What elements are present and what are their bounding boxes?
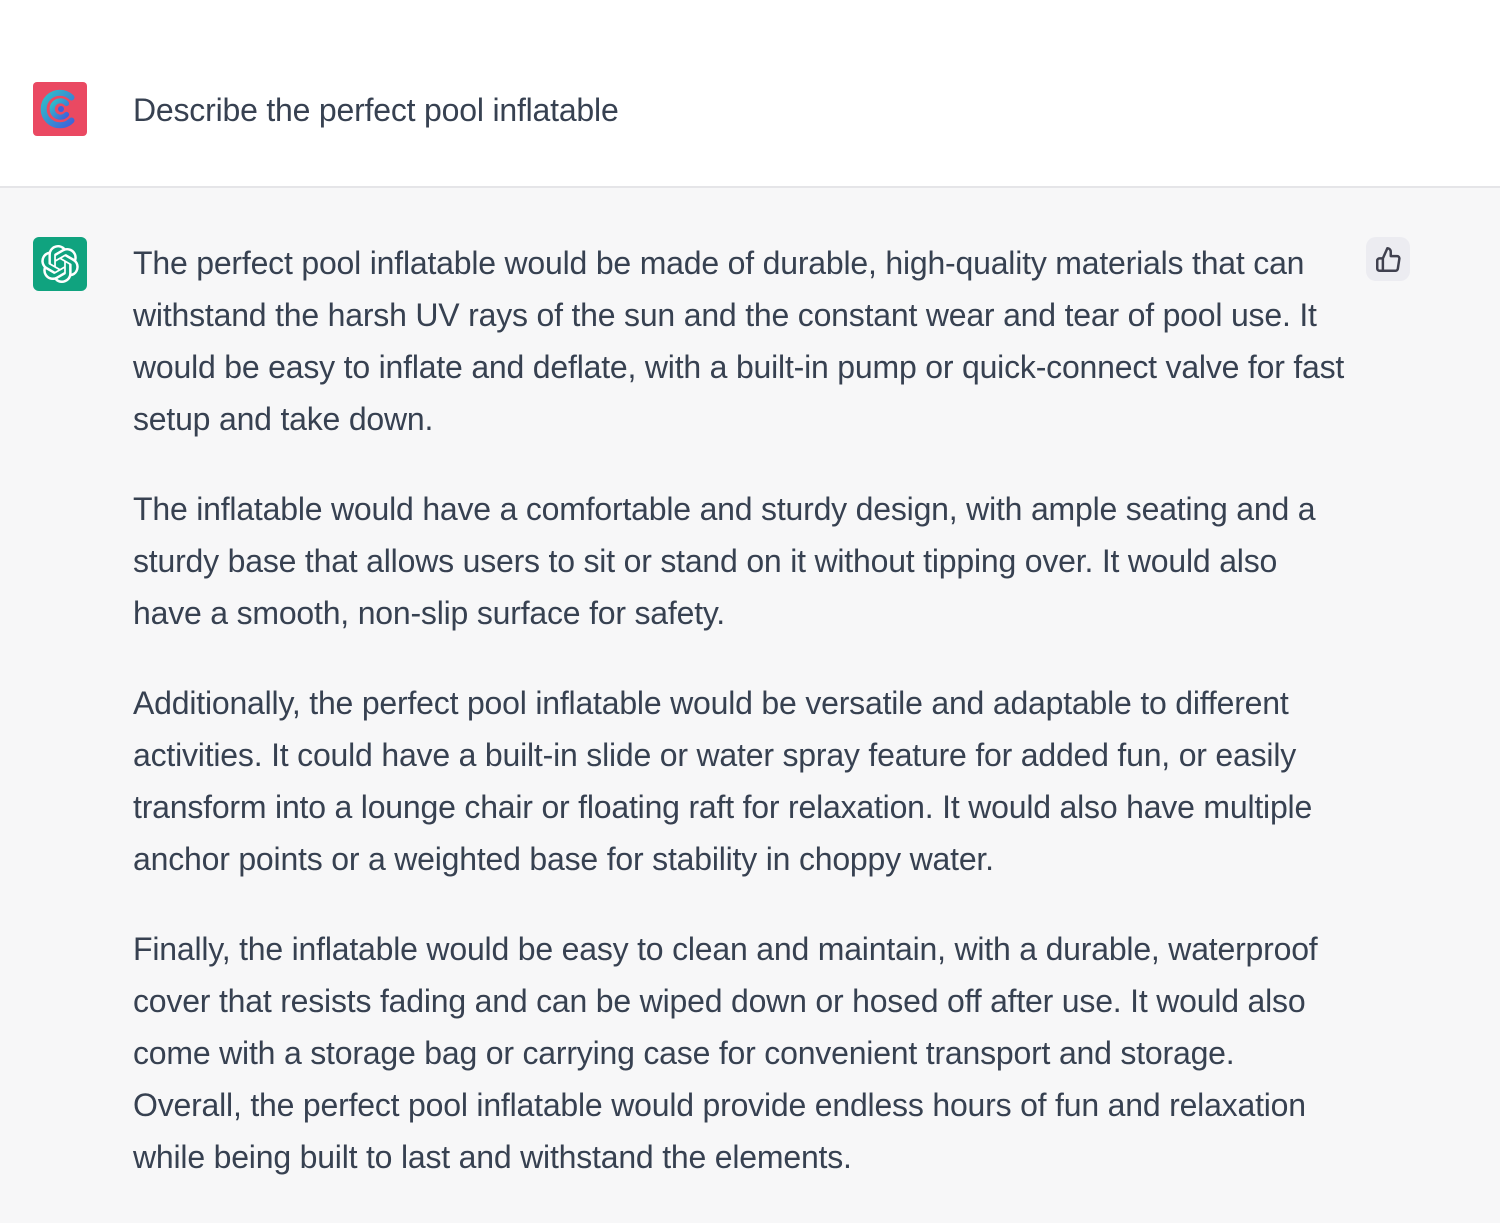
assistant-message-row [33,237,1410,1183]
user-message-section [0,0,1500,186]
assistant-paragraph: Additionally, the perfect pool inflatable would be versatile and adaptable to different activities. It could have a built-in slide or water spray feature for added fun, or easily transform into a lounge chair or floating raft for relaxation. It would also have multiple anchor points or a weighted base for stability in choppy water. [133,685,1313,877]
assistant-paragraph: The perfect pool inflatable would be made of durable, high-quality materials that can withstand the harsh UV rays of the sun and the constant wear and tear of pool use. It would be easy to inflate and deflate, with a built-in pump or quick-connect valve for fast setup and take down. [133,245,1345,437]
thumbs-up-icon [1375,246,1402,273]
spiral-c-logo-icon [33,82,87,136]
user-message-row [33,82,1410,136]
openai-logo-icon [41,245,79,283]
user-avatar [33,82,87,136]
assistant-message-body [133,237,1350,1183]
user-message-text: Describe the perfect pool inflatable [133,92,619,128]
assistant-avatar [33,237,87,291]
assistant-message-section [0,186,1500,1223]
assistant-paragraph: Finally, the inflatable would be easy to clean and maintain, with a durable, waterproof cover that resists fading and can be wiped down or hosed off after use. It would also come with a storage bag or carrying case for convenient transport and storage. Overall, the perfect pool inflatable would provide endless hours of fun and relaxation while being built to last and withstand the elements. [133,931,1318,1175]
assistant-paragraph: The inflatable would have a comfortable and sturdy design, with ample seating and a sturdy base that allows users to sit or stand on it without tipping over. It would also have a smooth, non-slip surface for safety. [133,491,1316,631]
thumbs-up-button[interactable] [1366,237,1410,281]
message-actions [1350,237,1410,281]
